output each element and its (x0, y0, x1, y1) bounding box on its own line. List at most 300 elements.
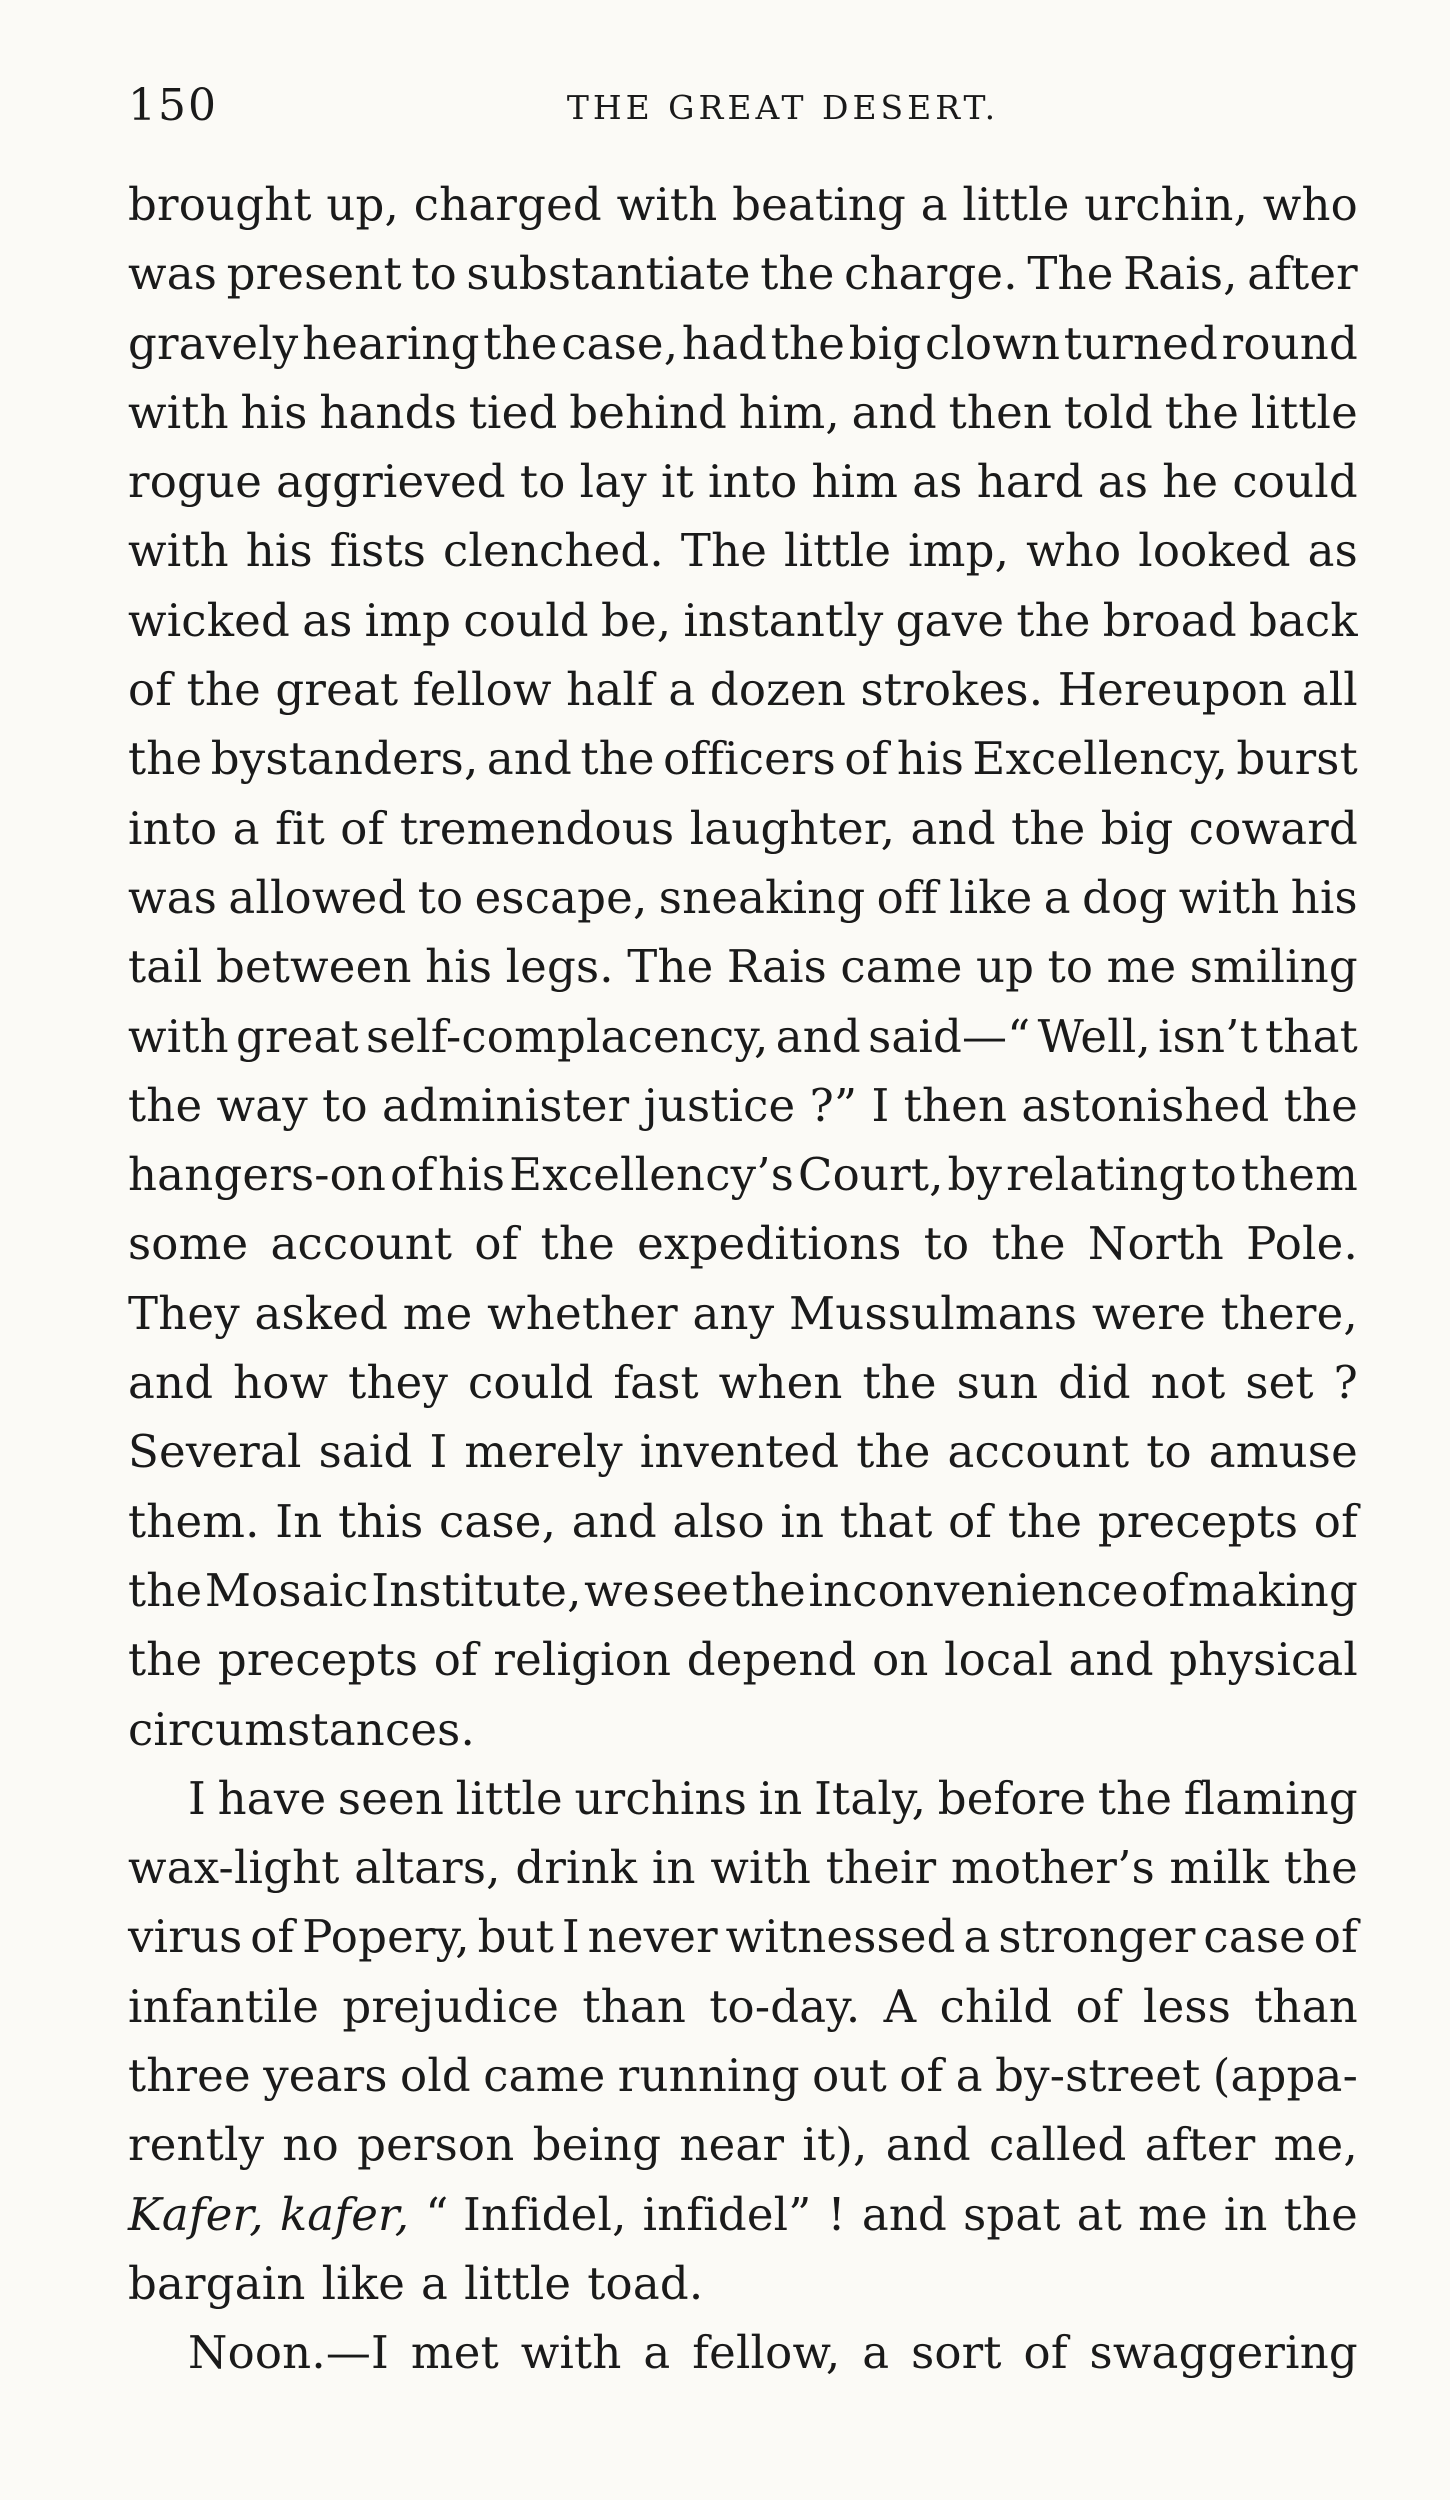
word: Hereupon (1057, 663, 1288, 717)
word: who (1262, 178, 1358, 231)
text-line (128, 1564, 1358, 1633)
text-line (128, 1633, 1358, 1702)
word: beating (732, 178, 907, 231)
word: of (948, 1494, 993, 1548)
word: lay (579, 455, 647, 509)
word: as (302, 593, 353, 647)
word: and (775, 1009, 861, 1063)
word: up (975, 940, 1035, 994)
word: and (885, 2118, 971, 2172)
page-number: 150 (128, 80, 218, 131)
word: up, (326, 178, 400, 231)
word: I (561, 1910, 580, 1964)
word: then (948, 385, 1053, 439)
word: of (844, 732, 889, 786)
word: see (652, 1563, 730, 1617)
word: Rais (726, 940, 827, 994)
text-line (128, 1287, 1358, 1356)
word: and (1068, 1633, 1154, 1687)
word: infidel” (642, 2187, 812, 2241)
word: hard (976, 455, 1084, 509)
word: by-street (995, 2049, 1201, 2103)
word: infantile (128, 1979, 320, 2033)
word: Excellency’s (509, 1148, 795, 1202)
word: the (483, 316, 558, 370)
word: like (321, 2256, 406, 2310)
word: between (215, 940, 412, 994)
word: me (402, 1286, 473, 1340)
word: a (920, 178, 948, 231)
word: me, (1273, 2118, 1358, 2172)
word: The (627, 940, 714, 994)
text-line (128, 386, 1358, 455)
word: a (955, 2049, 983, 2103)
word: hearing (302, 316, 480, 370)
word: spat (963, 2187, 1061, 2241)
word: could (467, 1356, 594, 1410)
word: them (1240, 1148, 1358, 1202)
word: into (708, 455, 798, 509)
word: the (1007, 1494, 1083, 1548)
word: that (839, 1494, 933, 1548)
word: me (1138, 2187, 1208, 2241)
text-line (128, 2118, 1358, 2187)
word: invented (639, 1425, 840, 1479)
word: how (233, 1356, 329, 1410)
word: to (411, 247, 457, 301)
word: back (1248, 593, 1358, 647)
word: charge. (844, 247, 1018, 301)
word: (appa- (1212, 2049, 1358, 2103)
word: called (989, 2118, 1127, 2172)
word: virus (128, 1910, 243, 1964)
word: toad. (587, 2256, 704, 2310)
text-line (128, 1148, 1358, 1217)
word: the (128, 1563, 203, 1617)
word: precepts (217, 1633, 419, 1687)
word: A (883, 1979, 917, 2033)
word: like (948, 870, 1033, 924)
word: and (571, 1494, 657, 1548)
word: altars, (354, 1841, 501, 1895)
word: of (1075, 1979, 1120, 2033)
word: of (1023, 2326, 1068, 2380)
text-line (128, 1425, 1358, 1494)
word: had (681, 316, 768, 370)
word: Institute, (371, 1563, 582, 1617)
word: be, (600, 593, 672, 647)
word: to (519, 455, 566, 509)
word: with (128, 524, 229, 578)
word: Popery, (302, 1910, 470, 1964)
word: as (1097, 455, 1149, 509)
word: and (128, 1356, 214, 1410)
word: in (651, 1841, 696, 1895)
word: way (216, 1078, 308, 1132)
word: seen (337, 1771, 445, 1825)
word: prejudice (342, 1979, 560, 2033)
word: of (128, 663, 173, 717)
word: than (1254, 1979, 1358, 2033)
text-line (128, 1217, 1358, 1286)
word: a (668, 663, 696, 717)
word: little (962, 178, 1070, 231)
word: was (128, 247, 218, 301)
word: I (429, 1425, 448, 1479)
word: never (587, 1910, 718, 1964)
word: depend (686, 1633, 857, 1687)
word: imp (364, 593, 452, 647)
text-line (128, 1703, 1358, 1772)
word: making (1187, 1563, 1358, 1617)
text-line (128, 1980, 1358, 2049)
text-line (128, 455, 1358, 524)
word: wax-light (128, 1841, 340, 1895)
word: Excellency, (972, 732, 1229, 786)
word: all (1301, 663, 1358, 717)
word: sneaking (658, 870, 866, 924)
word: child (939, 1979, 1053, 2033)
word: his (425, 940, 493, 994)
word: to (322, 1078, 368, 1132)
word: justice (643, 1078, 796, 1132)
word: could (1232, 455, 1358, 509)
word: in (1223, 2187, 1268, 2241)
word: into (128, 801, 218, 855)
word: round (1221, 316, 1358, 370)
word: their (825, 1841, 937, 1895)
word: came (840, 940, 963, 994)
word: the (760, 247, 835, 301)
word: bystanders, (210, 732, 479, 786)
word: Well, (1037, 1009, 1151, 1063)
word: Mussulmans (789, 1286, 1078, 1340)
word: I (188, 1771, 206, 1825)
word: me (1106, 940, 1177, 994)
word: have (217, 1771, 327, 1825)
word: smiling (1189, 940, 1358, 994)
word: the (1164, 385, 1240, 439)
word: the (580, 732, 655, 786)
word: on (872, 1633, 929, 1687)
text-line (128, 2188, 1358, 2257)
running-title: THE GREAT DESERT. (566, 88, 1000, 127)
word: coward (1188, 801, 1358, 855)
word: Noon.—I (188, 2326, 390, 2380)
word: amuse (1208, 1425, 1358, 1479)
text-line (128, 940, 1358, 1009)
text-line (128, 1841, 1358, 1910)
text-line (128, 524, 1358, 593)
word: The (1027, 247, 1114, 301)
word: looked (1138, 524, 1291, 578)
word: running (617, 2049, 800, 2103)
word: big (1100, 801, 1174, 855)
word: the (128, 1633, 203, 1687)
word: and (851, 385, 937, 439)
word: a (862, 2326, 890, 2380)
word: They (128, 1286, 240, 1340)
word: a (421, 2256, 449, 2310)
word: Several (128, 1425, 302, 1479)
text-line (128, 663, 1358, 732)
word: and (910, 801, 996, 855)
word: any (692, 1286, 775, 1340)
text-line (128, 247, 1358, 316)
word: before (937, 1771, 1087, 1825)
word: wicked (128, 593, 291, 647)
word: by (947, 1148, 1003, 1202)
word: the (856, 1425, 931, 1479)
word: substantiate (466, 247, 751, 301)
word: Court, (798, 1148, 944, 1202)
word: his (438, 1148, 506, 1202)
word: astonished (1021, 1078, 1270, 1132)
word: did (1058, 1356, 1131, 1410)
word: milk (1169, 1841, 1270, 1895)
word: the (1011, 801, 1086, 855)
word: gave (895, 593, 1005, 647)
word: also (672, 1494, 765, 1548)
word: self-complacency, (366, 1009, 769, 1063)
word: expeditions (637, 1217, 902, 1271)
word: sun (956, 1356, 1039, 1410)
word: this (338, 1494, 424, 1548)
word: being (532, 2118, 662, 2172)
word: a (963, 1910, 991, 1964)
word: as (912, 455, 963, 509)
word: and (861, 2187, 948, 2241)
word: him, (738, 385, 840, 439)
word: half (566, 663, 654, 717)
word: flaming (1183, 1771, 1358, 1825)
word: administer (382, 1078, 630, 1132)
word: case, (561, 316, 679, 370)
word: ?” (809, 1078, 858, 1132)
word: the (862, 1356, 937, 1410)
word: a (232, 801, 260, 855)
word: ? (1333, 1356, 1358, 1410)
word: less (1143, 1979, 1232, 2033)
word: him (811, 455, 899, 509)
text-line (128, 594, 1358, 663)
word: came (483, 2049, 606, 2103)
text-line (128, 2326, 1358, 2395)
word: three (128, 2049, 251, 2103)
word: that (1265, 1009, 1358, 1063)
word: big (848, 316, 922, 370)
word: account (270, 1217, 453, 1271)
word: hands (319, 385, 458, 439)
word: case, (439, 1494, 557, 1548)
word: account (947, 1425, 1130, 1479)
word: tail (128, 940, 203, 994)
word: present (226, 247, 402, 301)
word: his (245, 524, 313, 578)
word: out (812, 2049, 887, 2103)
word: the (1016, 593, 1091, 647)
word: the (731, 1563, 807, 1617)
text-line (128, 2257, 1358, 2326)
word: the (991, 1217, 1066, 1271)
word: great (275, 663, 399, 717)
word: Rais, (1123, 247, 1238, 301)
text-line (128, 1772, 1358, 1841)
text-line (128, 732, 1358, 801)
word: a (643, 2326, 671, 2380)
word: broad (1102, 593, 1237, 647)
text-line (128, 1495, 1358, 1564)
word: a (1043, 870, 1071, 924)
word: was (128, 870, 218, 924)
word: at (1076, 2187, 1123, 2241)
word: said—“ (868, 1009, 1031, 1063)
word: turned (1063, 316, 1218, 370)
word: dog (1082, 870, 1168, 924)
text-line (128, 317, 1358, 386)
text-line (128, 1910, 1358, 1979)
word: religion (493, 1633, 672, 1687)
word: asked (254, 1286, 389, 1340)
word: laughter, (689, 801, 896, 855)
text-line (128, 1010, 1358, 1079)
word: then (903, 1078, 1008, 1132)
word: legs. (505, 940, 614, 994)
word: of (250, 1910, 295, 1964)
text-line (128, 1356, 1358, 1425)
word: clenched. (443, 524, 664, 578)
word: hangers-on (128, 1148, 387, 1202)
word: gravely (128, 316, 299, 370)
word: fast (613, 1356, 699, 1410)
word: to (1191, 1148, 1237, 1202)
word: the (540, 1217, 615, 1271)
word: with (128, 1009, 229, 1063)
word: said (318, 1425, 413, 1479)
word: rogue (128, 455, 263, 509)
word: were (1091, 1286, 1206, 1340)
word: sort (911, 2326, 1002, 2380)
word: mother’s (950, 1841, 1155, 1895)
text-line (128, 871, 1358, 940)
word: North (1087, 1217, 1224, 1271)
word: met (410, 2326, 499, 2380)
word: allowed (228, 870, 407, 924)
word: of (474, 1217, 519, 1271)
word: after (1144, 2118, 1256, 2172)
word: they (348, 1356, 449, 1410)
word: of (1313, 1494, 1358, 1548)
word: the (128, 732, 203, 786)
word: whether (487, 1286, 678, 1340)
word: the (1283, 1841, 1358, 1895)
word: Mosaic (204, 1563, 369, 1617)
word: off (876, 870, 938, 924)
word: bargain (128, 2256, 306, 2310)
word: no (282, 2118, 339, 2172)
word: old (400, 2049, 471, 2103)
word: of (1141, 1563, 1186, 1617)
word: I (871, 1078, 890, 1132)
word: after (1247, 247, 1358, 301)
word: to (417, 870, 464, 924)
word: clown (924, 316, 1061, 370)
word: the (1097, 1771, 1173, 1825)
word: as (1307, 524, 1358, 578)
text-line (128, 1079, 1358, 1148)
word: to-day. (709, 1979, 861, 2033)
word: little (1250, 385, 1358, 439)
word: his (896, 732, 964, 786)
word: witnessed (725, 1910, 956, 1964)
word: in (758, 1771, 803, 1825)
word: Italy, (814, 1771, 927, 1825)
word: there, (1220, 1286, 1358, 1340)
word: brought (128, 178, 312, 231)
word: officers (663, 732, 836, 786)
word: of (1313, 1910, 1358, 1964)
word: fellow, (692, 2326, 841, 2380)
word: not (1150, 1356, 1226, 1410)
word: the (128, 1078, 203, 1132)
word: swaggering (1089, 2326, 1358, 2380)
text-line (128, 178, 1358, 247)
word: than (582, 1979, 687, 2033)
word: of (899, 2049, 944, 2103)
word: with (1178, 870, 1280, 924)
word: escape, (474, 870, 648, 924)
word: the (186, 663, 261, 717)
word: Pole. (1246, 1217, 1358, 1271)
word: who (1026, 524, 1122, 578)
word: The (680, 524, 768, 578)
word: ! (827, 2187, 846, 2241)
word: some (128, 1217, 249, 1271)
word: of (433, 1633, 478, 1687)
word: charged (413, 178, 602, 231)
word: he (1162, 455, 1219, 509)
word: to (923, 1217, 970, 1271)
word: physical (1169, 1633, 1358, 1687)
word: drink (515, 1841, 638, 1895)
text-line (128, 2049, 1358, 2118)
word: burst (1236, 732, 1358, 786)
word: little (464, 2256, 572, 2310)
word: his (240, 385, 308, 439)
word: stronger (998, 1910, 1196, 1964)
word: but (477, 1910, 555, 1964)
word: person (357, 2118, 515, 2172)
word: it (661, 455, 694, 509)
word: of (390, 1148, 435, 1202)
word: urchins (574, 1771, 748, 1825)
word: Kafer, (128, 2187, 264, 2241)
word: aggrieved (276, 455, 506, 509)
word: with (520, 2326, 622, 2380)
word: to (1047, 940, 1094, 994)
word: tied (468, 385, 558, 439)
running-head (128, 80, 1358, 140)
word: merely (464, 1425, 623, 1479)
word: near (679, 2118, 785, 2172)
body-text (128, 178, 1358, 2396)
word: fists (329, 524, 427, 578)
word: set (1245, 1356, 1314, 1410)
word: them. (128, 1494, 260, 1548)
word: to (1146, 1425, 1192, 1479)
word: it), (802, 2118, 868, 2172)
word: kafer, (279, 2187, 410, 2241)
